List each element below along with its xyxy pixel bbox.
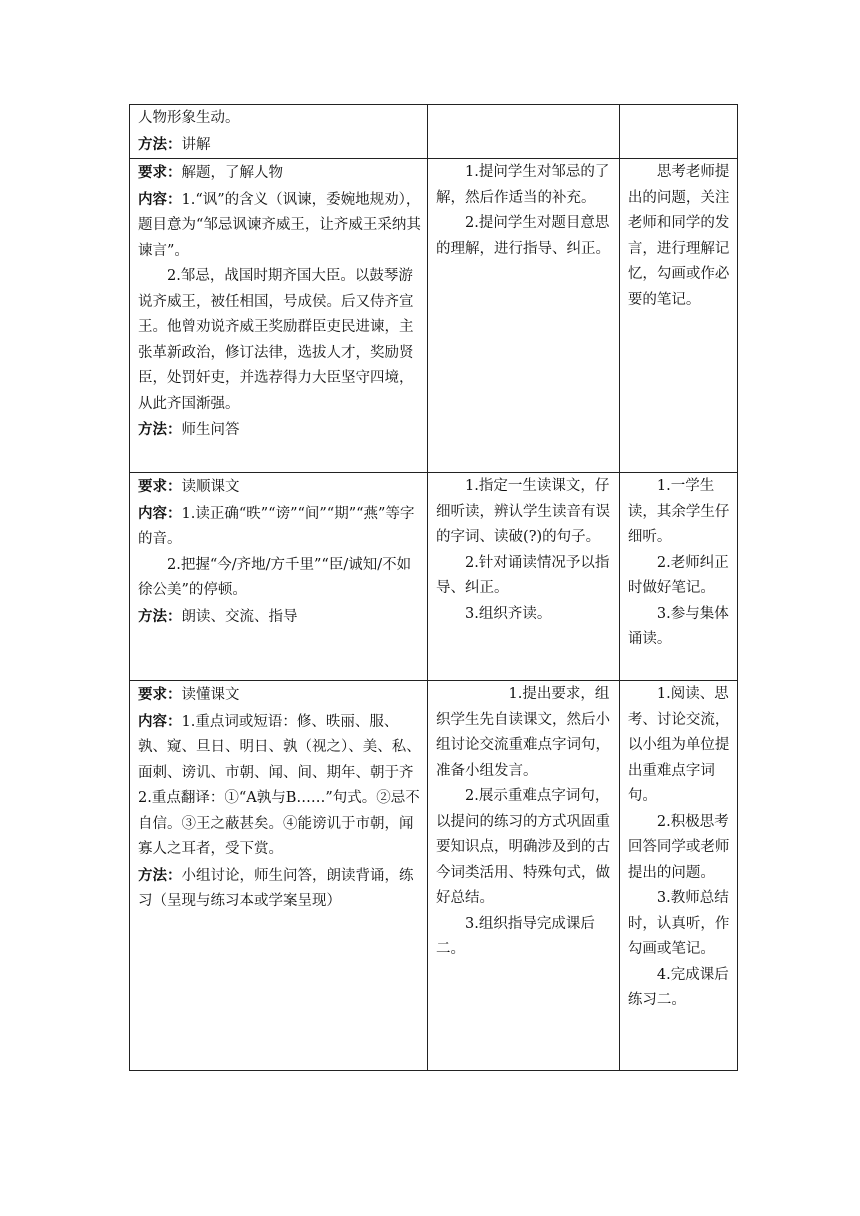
content-cell <box>130 681 428 1071</box>
requirement-line <box>138 474 421 501</box>
table-row <box>130 105 738 159</box>
requirement-label: 要求： <box>138 164 182 181</box>
teacher-step: 1.指定一生读课文，仔细听读，辨认学生读音有误的字词、读破(?)的句子。 <box>436 478 611 545</box>
student-activity-cell <box>619 681 737 1071</box>
teacher-step: 1.提出要求，组织学生先自读课文，然后小组讨论交流重难点字词句，准备小组发言。 <box>436 686 611 779</box>
teacher-step: 2.展示重难点字词句，以提问的练习的方式巩固重要知识点，明确涉及到的古今词类活用、特殊句式，做好总结。 <box>436 788 611 906</box>
lesson-plan-table <box>129 104 738 1071</box>
requirement-text: 解题，了解人物 <box>181 165 283 181</box>
student-step: 4.完成课后练习二。 <box>627 966 729 1008</box>
method-line <box>138 604 421 631</box>
student-step: 2.老师纠正时做好笔记。 <box>627 554 729 596</box>
content-text: 2.重点翻译：①“A孰与B……”句式。②忌不自信。③王之蔽甚矣。④能谤讥于市朝，闻寡人之耳者，受下赏。 <box>138 790 420 857</box>
table-row <box>130 473 738 681</box>
method-text: 朗读、交流、指导 <box>181 608 298 625</box>
method-label: 方法： <box>138 866 182 884</box>
content-line <box>138 501 421 553</box>
content-line <box>138 709 421 787</box>
content-label: 内容： <box>138 504 182 522</box>
content-label: 内容： <box>138 712 182 730</box>
table-row <box>130 681 738 1071</box>
student-activity-cell <box>619 473 737 681</box>
content-text: 2.邹忌，战国时期齐国大臣。以鼓琴游说齐威王，被任相国，号成侯。后又侍齐宣王。他曾劝说齐威王奖励群臣吏民进谏，主张革新政治，修订法律，选拔人才，奖励贤臣，处罚奸吏，并选荐得力大臣坚守四境，从此齐国渐强。 <box>138 268 414 412</box>
student-step: 思考老师提出的问题，关注老师和同学的发言，进行理解记忆，勾画或作必要的笔记。 <box>627 164 730 308</box>
student-step: 1.一学生读，其余学生仔细听。 <box>627 478 730 545</box>
teacher-step: 2.提问学生对题目意思的理解，进行指导、纠正。 <box>436 215 611 257</box>
student-activity-cell <box>619 159 737 473</box>
teacher-step: 2.针对诵读情况予以指导、纠正。 <box>436 554 610 596</box>
method-text: 师生问答 <box>181 422 240 438</box>
method-label: 方法： <box>138 135 182 153</box>
content-text: 人物形象生动。 <box>138 110 240 126</box>
teacher-activity-cell <box>428 159 620 473</box>
requirement-line <box>138 160 421 187</box>
content-cell <box>130 473 428 681</box>
student-step: 3.教师总结时，认真听，作勾画或笔记。 <box>627 890 730 957</box>
content-cell <box>130 159 428 473</box>
student-step: 1.阅读、思考、讨论交流，以小组为单位提出重难点字词句。 <box>627 686 730 804</box>
teacher-activity-cell <box>428 681 620 1071</box>
requirement-text: 读懂课文 <box>181 687 240 703</box>
requirement-text: 读顺课文 <box>181 479 240 495</box>
teacher-activity-cell <box>428 473 620 681</box>
content-text: 1.读正确“昳”“谤”“间”“期”“燕”等字的音。 <box>138 505 415 547</box>
content-text: 1.重点词或短语：修、昳丽、服、孰、窥、旦日、明日、孰（视之）、美、私、面刺、谤讥、市朝、闻、间、期年、朝于齐 <box>138 713 421 781</box>
content-text: 2.把握“今/齐地/方千里”“臣/诚知/不如徐公美”的停顿。 <box>138 556 412 598</box>
teacher-activity-cell <box>428 105 620 159</box>
student-step: 3.参与集体诵读。 <box>627 605 729 647</box>
method-text: 讲解 <box>181 136 211 153</box>
content-cell <box>130 105 428 159</box>
teacher-step: 3.组织齐读。 <box>465 605 552 622</box>
table-row <box>130 159 738 473</box>
student-activity-cell <box>619 105 737 159</box>
method-line <box>138 417 421 444</box>
requirement-label: 要求： <box>138 478 182 495</box>
requirement-line <box>138 682 421 709</box>
content-text: 1.“讽”的含义（讽谏，委婉地规劝），题目意为“邹忌讽谏齐威王，让齐威王采纳其谏言”。 <box>138 191 421 259</box>
requirement-label: 要求： <box>138 686 182 703</box>
content-label: 内容： <box>138 190 182 208</box>
content-line <box>138 187 421 265</box>
method-line <box>138 863 421 915</box>
method-label: 方法： <box>138 607 182 625</box>
student-step: 2.积极思考回答同学或老师提出的问题。 <box>627 813 730 881</box>
teacher-step: 3.组织指导完成课后二。 <box>436 915 595 957</box>
teacher-step: 1.提问学生对邹忌的了解，然后作适当的补充。 <box>436 164 610 206</box>
method-text: 小组讨论，师生问答，朗读背诵，练习（呈现与练习本或学案呈现） <box>138 867 414 909</box>
method-line <box>138 132 421 159</box>
method-label: 方法： <box>138 421 182 438</box>
